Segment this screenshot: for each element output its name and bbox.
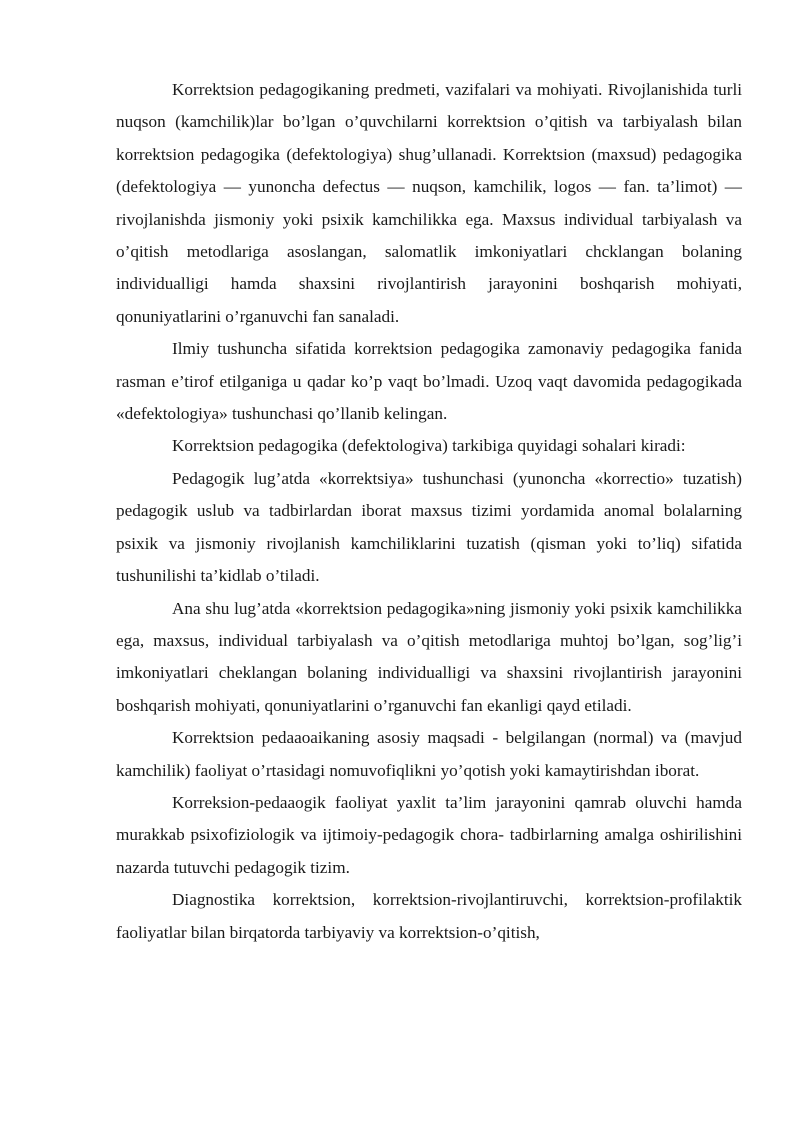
paragraph-4: Pedagogik lug’atda «korrektsiya» tushunchasi (yunoncha «korrectio» tuzatish) pedagogik uslub va tadbirlardan iborat maxsus tizimi yordamida anomal bolalarning psixik va jismoniy rivojlanish kamchiliklarini tuzatish (qisman yoki to’liq) sifatida tushunilishi ta’kidlab o’tiladi. [116, 468, 742, 586]
paragraph-6: Korrektsion pedaaoaikaning asosiy maqsadi - belgilangan (normal) va (mavjud kamchilik) faoliyat o’rtasidagi nomuvofiqlikni yo’qotish yoki kamaytirishdan iborat. [116, 728, 742, 780]
paragraph-8: Diagnostika korrektsion, korrektsion-rivojlantiruvchi, korrektsion-profilaktik faoliyatlar bilan birqatorda tarbiyaviy va korrektsion-o’qitish, [116, 890, 742, 942]
document-page [116, 74, 742, 949]
paragraph-5: Ana shu lug’atda «korrektsion pedagogika»ning jismoniy yoki psixik kamchilikka ega, maxsus, individual tarbiyalash va o’qitish metodlariga muhtoj bo’lgan, sog’lig’i imkoniyatlari cheklangan bolaning individualligi va shaxsini rivojlantirish jarayonini boshqarish mohiyati, qonuniyatlarini o’rganuvchi fan ekanligi qayd etiladi. [116, 598, 742, 715]
paragraph-7: Korreksion-pedaaogik faoliyat yaxlit ta’lim jarayonini qamrab oluvchi hamda murakkab psixofiziologik va ijtimoiy-pedagogik chora- tadbirlarning amalga oshirilishini nazarda tutuvchi pedagogik tizim. [116, 792, 742, 877]
paragraph-3: Korrektsion pedagogika (defektologiva) tarkibiga quyidagi sohalari kiradi: [172, 436, 686, 456]
paragraph-1: Korrektsion pedagogikaning predmeti, vazifalari va mohiyati. Rivojlanishida turli nuqson (kamchilik)lar bo’lgan o’quvchilarni korrektsion o’qitish va tarbiyalash bilan korrektsion pedagogika (defektologiya) shug’ullanadi. Korrektsion (maxsud) pedagogika (defektologiya — yunoncha defectus — nuqson, kamchilik, logos — fan. ta’limot) — rivojlanishda jismoniy yoki psixik kamchilikka ega. Maxsus individual tarbiyalash va o’qitish metodlariga asoslangan, salomatlik imkoniyatlari chcklangan bolaning individualligi hamda shaxsini rivojlantirish jarayonini boshqarish mohiyati, qonuniyatlarini o’rganuvchi fan sanaladi. [116, 80, 742, 326]
paragraph-2: Ilmiy tushuncha sifatida korrektsion pedagogika zamonaviy pedagogika fanida rasman e’tirof etilganiga u qadar ko’p vaqt bo’lmadi. Uzoq vaqt davomida pedagogikada «defektologiya» tushunchasi qo’llanib kelingan. [116, 339, 742, 424]
